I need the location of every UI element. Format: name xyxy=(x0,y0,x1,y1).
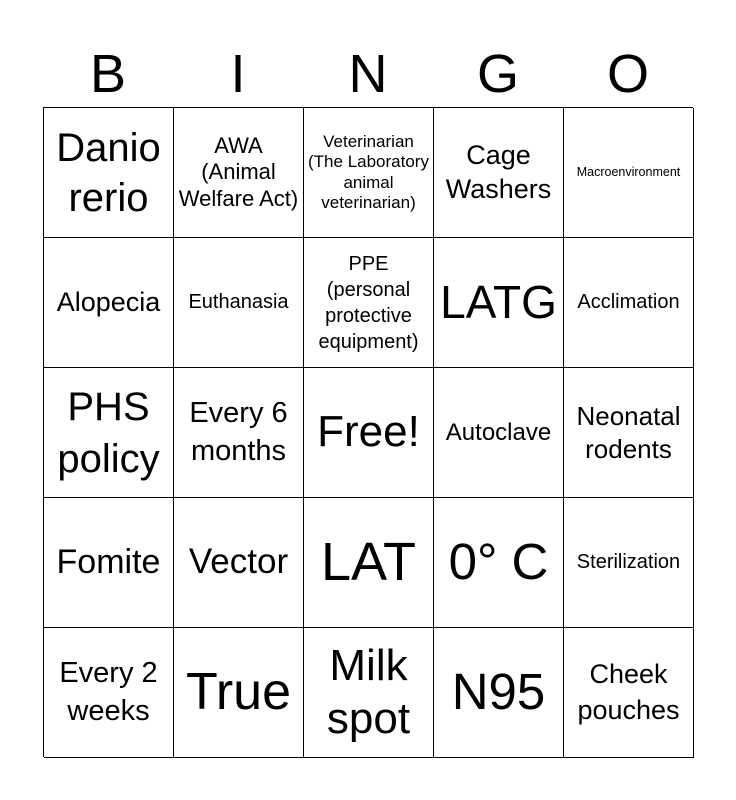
bingo-cell-r5-c1[interactable]: Every 2 weeks xyxy=(44,628,174,758)
bingo-cell-r1-c2[interactable]: AWA (Animal Welfare Act) xyxy=(174,108,304,238)
bingo-cell-r2-c5[interactable]: Acclimation xyxy=(564,238,694,368)
header-letter-i: I xyxy=(230,44,246,104)
bingo-cell-r3-c4[interactable]: Autoclave xyxy=(434,368,564,498)
bingo-cell-r4-c5[interactable]: Sterilization xyxy=(564,498,694,628)
bingo-cell-r4-c1[interactable]: Fomite xyxy=(44,498,174,628)
bingo-cell-r4-c3[interactable]: LAT xyxy=(304,498,434,628)
bingo-cell-r5-c2[interactable]: True xyxy=(174,628,304,758)
bingo-cell-r1-c4[interactable]: Cage Washers xyxy=(434,108,564,238)
bingo-cell-r4-c2[interactable]: Vector xyxy=(174,498,304,628)
bingo-cell-r2-c1[interactable]: Alopecia xyxy=(44,238,174,368)
bingo-cell-r3-c1[interactable]: PHS policy xyxy=(44,368,174,498)
bingo-cell-r3-c5[interactable]: Neonatal rodents xyxy=(564,368,694,498)
bingo-cell-r2-c4[interactable]: LATG xyxy=(434,238,564,368)
bingo-cell-r2-c3[interactable]: PPE (personal protective equipment) xyxy=(304,238,434,368)
bingo-board xyxy=(43,107,693,757)
header-letter-o: O xyxy=(606,44,649,104)
bingo-cell-r5-c3[interactable]: Milk spot xyxy=(304,628,434,758)
bingo-cell-r2-c2[interactable]: Euthanasia xyxy=(174,238,304,368)
bingo-cell-r1-c1[interactable]: Danio rerio xyxy=(44,108,174,238)
header-letter-g: G xyxy=(476,44,519,104)
bingo-cell-r3-c2[interactable]: Every 6 months xyxy=(174,368,304,498)
bingo-header xyxy=(43,40,693,108)
header-letter-b: B xyxy=(89,44,127,104)
bingo-cell-r5-c5[interactable]: Cheek pouches xyxy=(564,628,694,758)
bingo-cell-r1-c5[interactable]: Macroenvironment xyxy=(564,108,694,238)
bingo-cell-r5-c4[interactable]: N95 xyxy=(434,628,564,758)
header-letter-n: N xyxy=(348,44,388,104)
bingo-cell-r1-c3[interactable]: Veterinarian (The Laboratory animal veterinarian) xyxy=(304,108,434,238)
bingo-cell-r4-c4[interactable]: 0° C xyxy=(434,498,564,628)
bingo-cell-r3-c3-free[interactable]: Free! xyxy=(304,368,434,498)
